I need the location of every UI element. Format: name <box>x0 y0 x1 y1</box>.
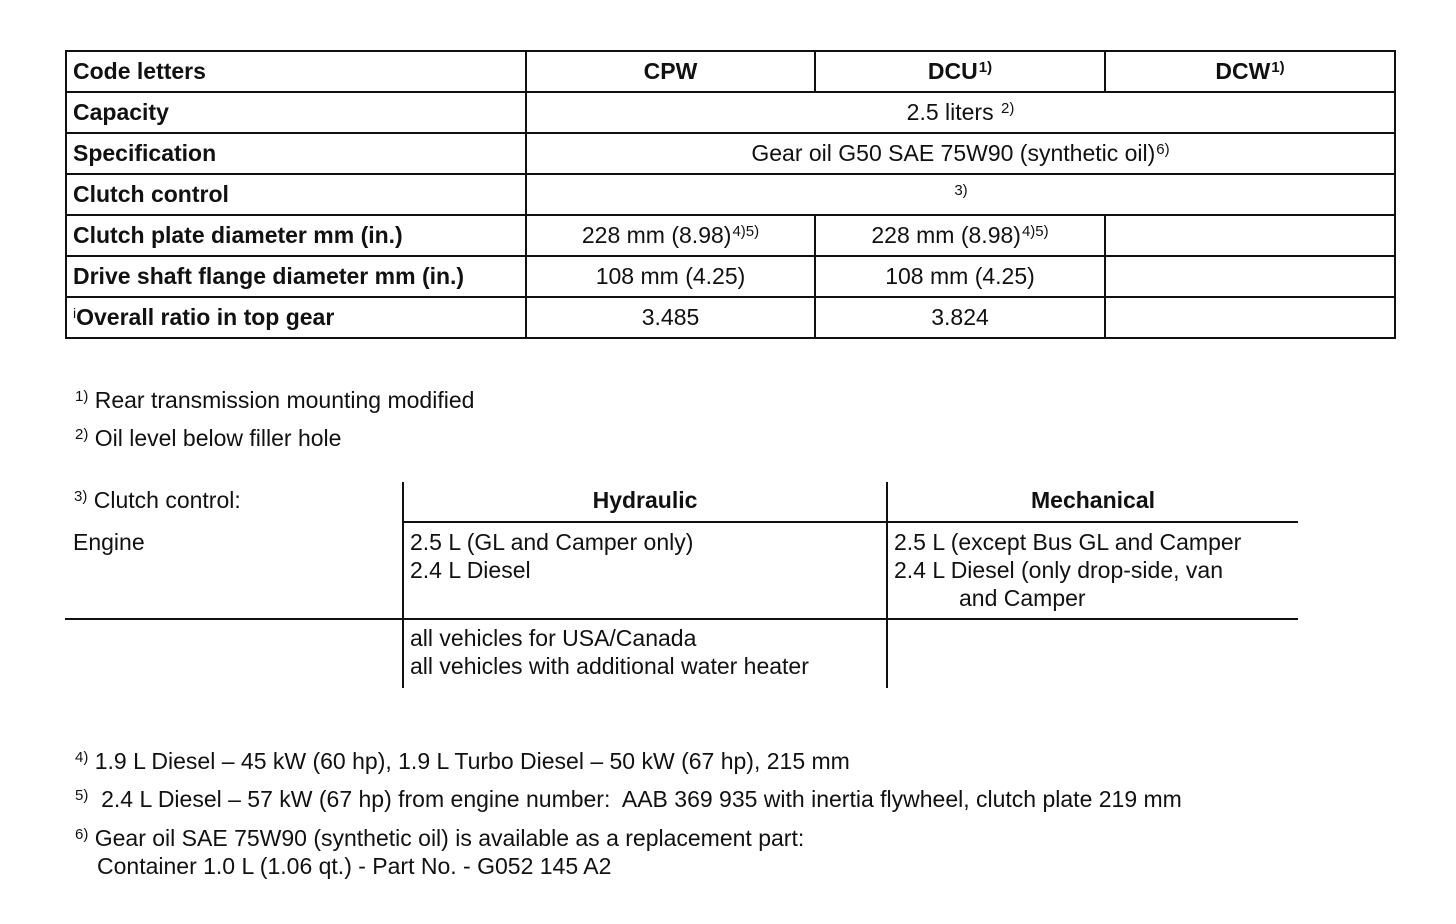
footnote-6-line-2: Container 1.0 L (1.06 qt.) - Part No. - G052 145 A2 <box>97 853 612 879</box>
drive-shaft-cpw: 108 mm (4.25) <box>526 256 815 297</box>
clutch-plate-cpw-text: 228 mm (8.98) <box>581 222 732 248</box>
footnote-mark: 6) <box>1156 141 1170 158</box>
hydraulic-vehicles-line-1: all vehicles for USA/Canada <box>410 625 697 651</box>
drive-shaft-dcw <box>1105 256 1395 297</box>
specification-value <box>526 133 1395 174</box>
capacity-text: 2.5 liters <box>906 99 994 125</box>
footnote-text: Rear transmission mounting modified <box>94 387 475 413</box>
hydraulic-vehicles-line-2: all vehicles with additional water heater <box>410 653 809 679</box>
footnote-1 <box>74 386 474 415</box>
table-row-clutch-control <box>66 174 1395 215</box>
footnote-mark: 2) <box>75 426 89 443</box>
footnote-mark: 4)5) <box>1021 223 1049 240</box>
overall-ratio-dcw <box>1105 297 1395 338</box>
overall-ratio-dcu: 3.824 <box>815 297 1105 338</box>
row-label-overall-ratio <box>66 297 526 338</box>
row-label-drive-shaft: Drive shaft flange diameter mm (in.) <box>66 256 526 297</box>
header-dcw <box>1105 51 1395 92</box>
row-label-clutch-plate: Clutch plate diameter mm (in.) <box>66 215 526 256</box>
table-row-clutch-plate <box>66 215 1395 256</box>
header-dcu <box>815 51 1105 92</box>
transmission-spec-table <box>65 50 1396 339</box>
footnote-mark: 4) <box>75 749 89 766</box>
header-code-letters: Code letters <box>66 51 526 92</box>
divider <box>65 618 1298 620</box>
column-header-mechanical: Mechanical <box>1031 487 1155 513</box>
ratio-prefix: i <box>73 305 77 321</box>
footnote-mark: 4)5) <box>732 223 760 240</box>
footnote-mark: 6) <box>75 826 89 843</box>
mechanical-engine-line-2: 2.4 L Diesel (only drop-side, van <box>894 557 1223 583</box>
clutch-control-title <box>73 486 241 514</box>
hydraulic-engine-line-2: 2.4 L Diesel <box>410 557 531 583</box>
divider <box>402 521 1298 523</box>
footnote-text: 2.4 L Diesel – 57 kW (67 hp) from engine number: AAB 369 935 with inertia flywheel, clutch plate 219 mm <box>94 786 1182 812</box>
clutch-plate-dcu <box>815 215 1105 256</box>
clutch-plate-cpw <box>526 215 815 256</box>
footnote-mark: 2) <box>1000 100 1015 117</box>
overall-ratio-cpw: 3.485 <box>526 297 815 338</box>
header-dcw-text: DCW <box>1215 58 1271 84</box>
footnote-4 <box>74 747 850 776</box>
footnote-6 <box>74 824 804 853</box>
header-dcu-text: DCU <box>927 58 978 84</box>
footnote-mark: 1) <box>1271 59 1285 76</box>
footnote-text: Oil level below filler hole <box>94 425 342 451</box>
clutch-control-title-text: Clutch control: <box>93 487 241 513</box>
footnote-mark: 3) <box>74 488 88 505</box>
table-row-overall-ratio <box>66 297 1395 338</box>
table-row-capacity <box>66 92 1395 133</box>
footnote-2 <box>74 424 341 453</box>
table-row-drive-shaft <box>66 256 1395 297</box>
table-row-header <box>66 51 1395 92</box>
footnote-text: Gear oil SAE 75W90 (synthetic oil) is available as a replacement part: <box>94 825 805 851</box>
row-label-capacity: Capacity <box>66 92 526 133</box>
overall-ratio-label-text: Overall ratio in top gear <box>76 304 335 330</box>
footnote-mark: 5) <box>75 787 89 804</box>
drive-shaft-dcu: 108 mm (4.25) <box>815 256 1105 297</box>
engine-label: Engine <box>73 529 145 555</box>
footnote-5 <box>74 785 1182 814</box>
footnote-mark: 1) <box>978 59 993 76</box>
clutch-plate-dcw <box>1105 215 1395 256</box>
footnote-text: 1.9 L Diesel – 45 kW (60 hp), 1.9 L Turbo Diesel – 50 kW (67 hp), 215 mm <box>94 748 850 774</box>
row-label-clutch-control: Clutch control <box>66 174 526 215</box>
clutch-plate-dcu-text: 228 mm (8.98) <box>871 222 1021 248</box>
footnote-mark: 1) <box>75 388 89 405</box>
clutch-control-value <box>526 174 1395 215</box>
hydraulic-engine-line-1: 2.5 L (GL and Camper only) <box>410 529 694 555</box>
header-cpw: CPW <box>526 51 815 92</box>
mechanical-engine-line-1: 2.5 L (except Bus GL and Camper <box>894 529 1242 555</box>
footnote-mark: 3) <box>954 182 968 199</box>
column-header-hydraulic: Hydraulic <box>592 487 698 513</box>
table-row-specification <box>66 133 1395 174</box>
capacity-value <box>526 92 1395 133</box>
row-label-specification: Specification <box>66 133 526 174</box>
mechanical-engine-line-3: and Camper <box>959 585 1086 611</box>
specification-text: Gear oil G50 SAE 75W90 (synthetic oil) <box>751 140 1156 166</box>
